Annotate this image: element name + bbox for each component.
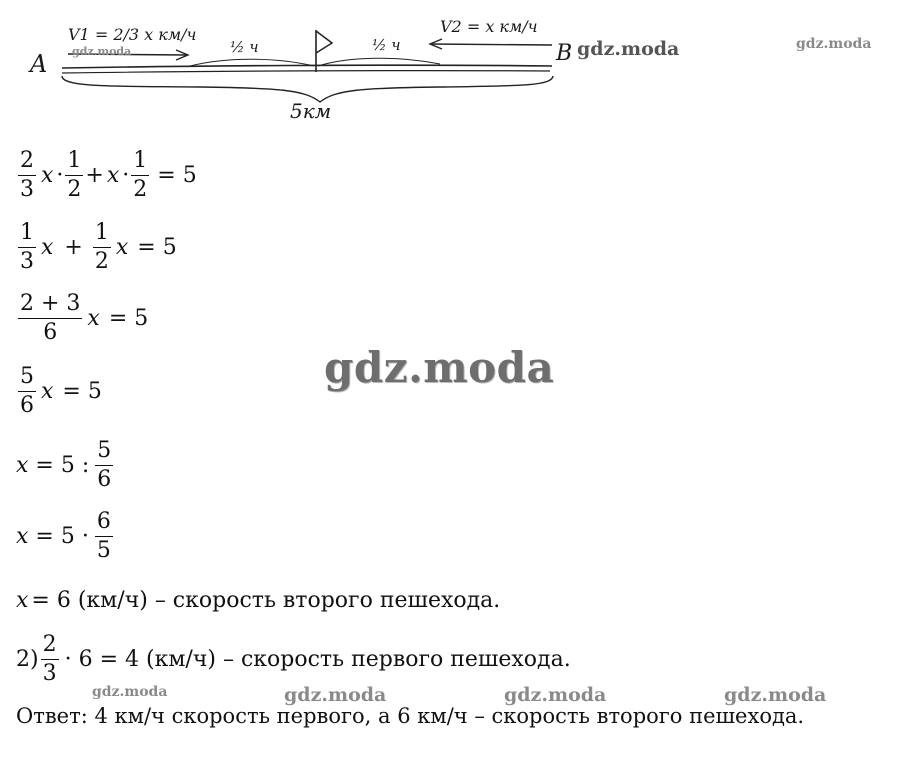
equation-5: x = 5 : $\frac{5}{6}$ [16, 438, 112, 492]
watermark: gdz.moda [724, 684, 827, 706]
equation-7: x = 6 (км/ч) – скорость второго пешехода. [16, 588, 501, 613]
v2-label: V2 = x км/ч [440, 17, 538, 36]
v1-label: V1 = 2/3 x км/ч [68, 25, 197, 44]
hand-sketch-diagram [0, 0, 908, 140]
watermark: gdz.moda [577, 38, 680, 60]
distance-label: 5км [290, 99, 332, 123]
watermark-center: gdz.moda [324, 343, 555, 392]
equation-3: $\frac{2 + 3}{6}$ x = 5 [20, 291, 149, 345]
point-a-label: A [30, 50, 48, 78]
equation-2: $\frac{1}{3}$ x + $\frac{1}{2}$ x = 5 [20, 220, 177, 274]
watermark-small: gdz.moda [72, 45, 132, 58]
equation-8: 2) $\frac{2}{3}$ · 6 = 4 (км/ч) – скорость первого пешехода. [16, 632, 571, 686]
answer-line: Ответ: 4 км/ч скорость первого, а 6 км/ч – скорость второго пешехода. [16, 704, 805, 728]
half-hour-right-label: ½ ч [372, 36, 401, 54]
watermark: gdz.moda [796, 36, 872, 52]
watermark: gdz.moda [92, 684, 168, 700]
v2-arrow [432, 44, 552, 45]
point-b-label: B [556, 41, 573, 66]
watermark: gdz.moda [504, 684, 607, 706]
equation-4: $\frac{5}{6}$ x = 5 [20, 364, 102, 418]
half-hour-left-label: ½ ч [230, 38, 259, 56]
watermark: gdz.moda [284, 684, 387, 706]
equation-1: $\frac{2}{3}$ x · $\frac{1}{2}$ + x · $\frac{1}{2}$ = 5 [20, 148, 197, 202]
equation-6: x = 5 · $\frac{6}{5}$ [16, 509, 111, 563]
segment-ab [62, 65, 552, 68]
